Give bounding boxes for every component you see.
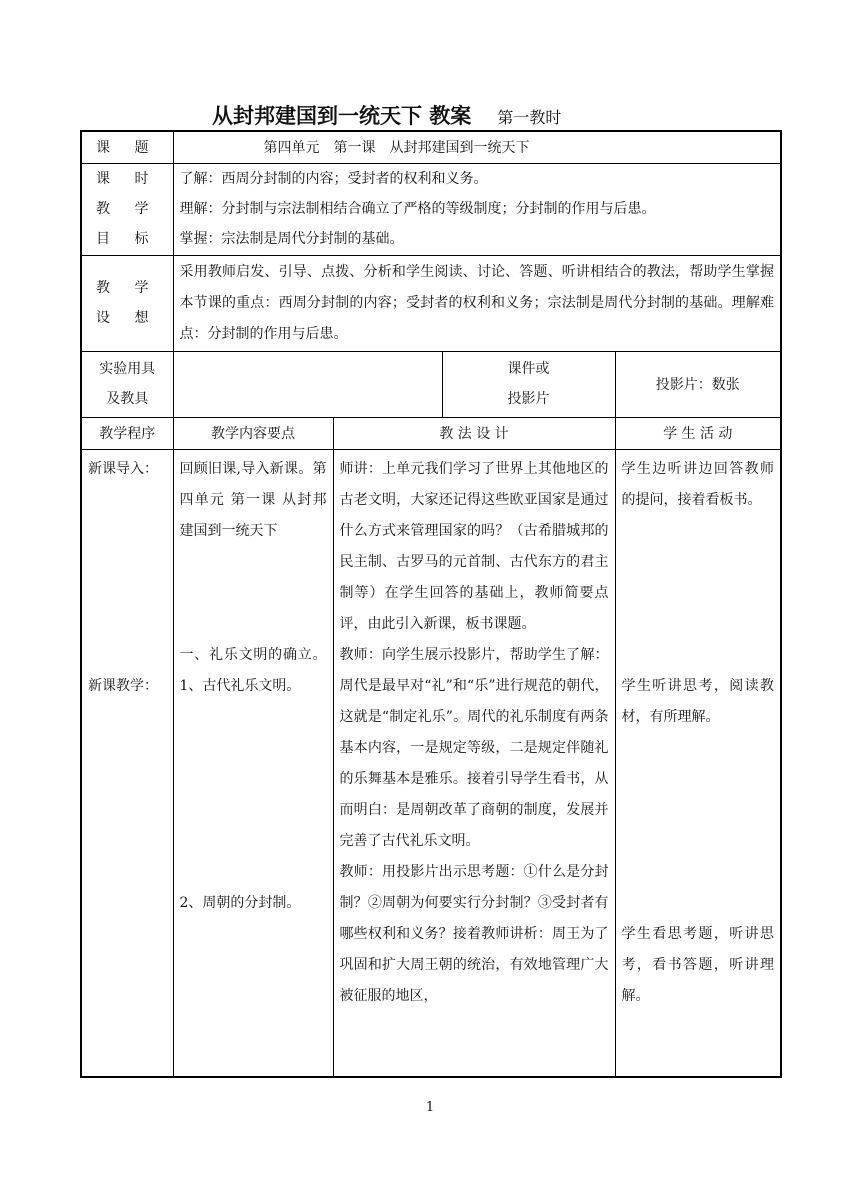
objectives-label-line: 课 时: [96, 171, 159, 187]
process-row: [81, 449, 781, 1077]
equipment-label-line: 及教具: [106, 391, 149, 407]
design-label-line: 教 学: [96, 280, 159, 296]
procedure-teaching: 新课教学：: [88, 677, 158, 694]
content-teaching2: 2、周朝的分封制。: [179, 894, 301, 911]
design-label-line: 设 想: [96, 310, 159, 326]
activity-teaching1: 学生听讲思考，阅读教材，有所理解。: [621, 677, 774, 725]
equipment-value: [173, 351, 442, 417]
method-teaching2: 教师：用投影片出示思考题：①什么是分封制？②周朝为何要实行分封制？③受封者有哪些权利和义务？接着教师讲析：周王为了巩固和扩大周王朝的统治，有效地管理广大被征服的地区，: [339, 863, 609, 1004]
equipment-row: [81, 351, 781, 417]
header-content: 教学内容要点: [173, 417, 333, 449]
method-cell: [333, 449, 615, 1077]
objectives-label-line: 目 标: [96, 231, 159, 247]
topic-row: [81, 131, 781, 163]
procedure-intro: 新课导入：: [88, 460, 158, 477]
spacer: [88, 485, 167, 671]
topic-value: 第四单元 第一课 从封邦建国到一统天下: [173, 131, 781, 163]
objectives-label-line: 教 学: [96, 201, 159, 217]
objectives-content: [173, 163, 781, 255]
objectives-label: [81, 163, 173, 255]
equipment-label: [81, 351, 173, 417]
activity-intro: 学生边听讲边回答教师的提问，接着看板书。: [621, 460, 774, 508]
content-cell: [173, 449, 333, 1077]
objective-item: 掌握：宗法制是周代分封制的基础。: [179, 231, 404, 247]
header-activity: 学 生 活 动: [615, 417, 781, 449]
activity-cell: [615, 449, 781, 1077]
objective-item: 理解：分封制与宗法制相结合确立了严格的等级制度；分封制的作用与后患。: [179, 201, 656, 217]
document-title: 从封邦建国到一统天下 教案: [212, 104, 472, 128]
method-teaching1: 教师：向学生展示投影片，帮助学生了解：周代是最早对“礼”和“乐”进行规范的朝代，这就是“制定礼乐”。周代的礼乐制度有两条基本内容，一是规定等级，二是规定伴随礼的乐舞基本是雅乐。接着引导学生看书，从而明白：是周朝改革了商朝的制度，发展并完善了古代礼乐文明。: [339, 646, 609, 849]
content-teaching1: 一、礼乐文明的确立。1、古代礼乐文明。: [179, 646, 327, 694]
lesson-period: 第一教时: [497, 108, 562, 127]
objective-item: 了解：西周分封制的内容；受封者的权利和义务。: [179, 171, 488, 187]
design-row: [81, 255, 781, 351]
column-header-row: [81, 417, 781, 449]
design-label: [81, 255, 173, 351]
objectives-row: [81, 163, 781, 255]
design-text: 采用教师启发、引导、点拨、分析和学生阅读、讨论、答题、听讲相结合的教法，帮助学生掌握本节课的重点：西周分封制的内容；受封者的权利和义务；宗法制是周代分封制的基础。理解难点：分封制的作用与后患。: [173, 255, 781, 351]
content-intro: 回顾旧课,导入新课。第四单元 第一课 从封邦建国到一统天下: [179, 460, 327, 539]
media-label: [442, 351, 615, 417]
topic-label: 课 题: [81, 131, 173, 163]
activity-teaching2: 学生看思考题，听讲思考，看书答题，听讲理解。: [621, 925, 774, 1004]
procedure-cell: [81, 449, 173, 1077]
page-number: 1: [425, 1100, 435, 1115]
media-value: 投影片：数张: [615, 351, 781, 417]
media-label-line: 课件或: [507, 361, 550, 377]
header-method: 教 法 设 计: [333, 417, 615, 449]
header-procedure: 教学程序: [81, 417, 173, 449]
lesson-plan-table: [80, 130, 782, 1078]
equipment-label-line: 实验用具: [99, 361, 156, 377]
media-label-line: 投影片: [507, 391, 550, 407]
method-intro: 师讲：上单元我们学习了世界上其他地区的古老文明，大家还记得这些欧亚国家是通过什么方式来管理国家的吗？（古希腊城邦的民主制、古罗马的元首制、古代东方的君主制等）在学生回答的基础上，教师简要点评，由此引入新课，板书课题。: [339, 460, 609, 632]
page-title: [212, 100, 772, 130]
